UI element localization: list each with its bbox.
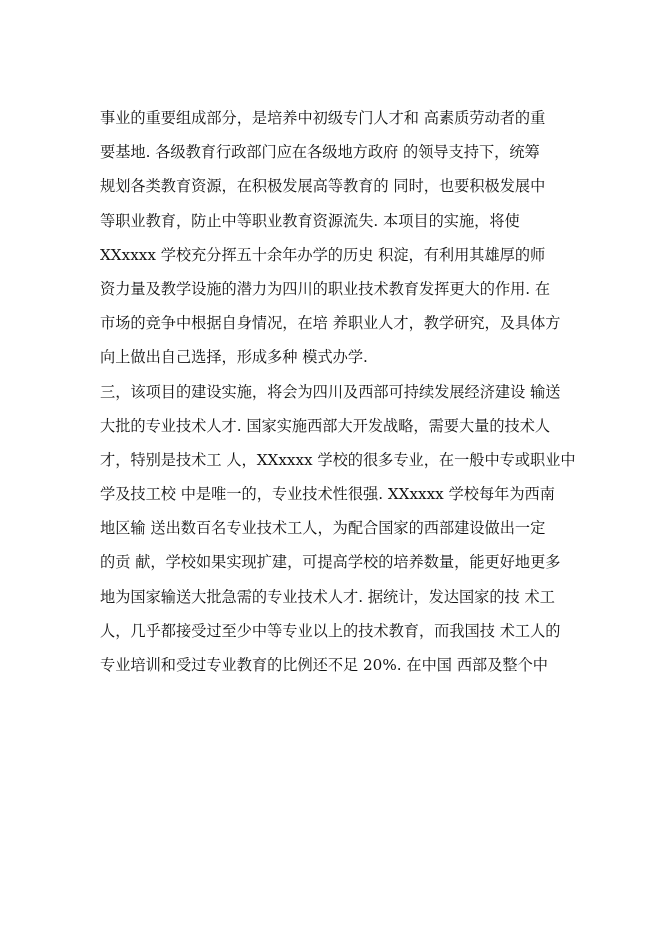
text-line: 规划各类教育资源，在积极发展高等教育的 同时，也要积极发展中: [100, 177, 546, 196]
text-line: 事业的重要组成部分，是培养中初级专门人才和 高素质劳动者的重: [100, 109, 546, 127]
text-line: 专业培训和受过专业教育的比例还不足 20%. 在中国 西部及整个中: [100, 656, 548, 674]
text-line: 地区输 送出数百名专业技术工人，为配合国家的西部建设做出一定: [100, 519, 546, 538]
text-line: 三，该项目的建设实施，将会为四川及西部可持续发展经济建设 输送: [100, 382, 561, 401]
text-line: 市场的竞争中根据自身情况，在培 养职业人才，教学研究，及具体方: [100, 314, 561, 333]
text-line: 要基地. 各级教育行政部门应在各级地方政府 的领导支持下，统筹: [100, 143, 540, 162]
text-line: 等职业教育，防止中等职业教育资源流失. 本项目的实施，将使: [100, 211, 520, 230]
text-line: 学及技工校 中是唯一的，专业技术性很强. XXxxxx 学校每年为西南: [100, 485, 555, 504]
text-line: 向上做出自己选择，形成多种 模式办学.: [100, 348, 368, 367]
text-line: 资力量及教学设施的潜力为四川的职业技术教育发挥更大的作用. 在: [100, 279, 551, 298]
text-line: 地为国家输送大批急需的专业技术人才. 据统计，发达国家的技 术工: [100, 587, 555, 606]
text-line: 的贡 献，学校如果实现扩建，可提高学校的培养数量，能更好地更多: [100, 553, 561, 572]
text-line: 才，特别是技术工 人，XXxxxx 学校的很多专业，在一般中专或职业中: [100, 450, 576, 469]
body-text: [100, 104, 576, 685]
text-line: 大批的专业技术人才. 国家实施西部大开发战略，需要大量的技术人: [100, 416, 551, 435]
text-line: XXxxxx 学校充分挥五十余年办学的历史 积淀，有利用其雄厚的师: [100, 245, 546, 264]
text-line: 人，几乎都接受过至少中等专业以上的技术教育，而我国技 术工人的: [100, 621, 561, 640]
